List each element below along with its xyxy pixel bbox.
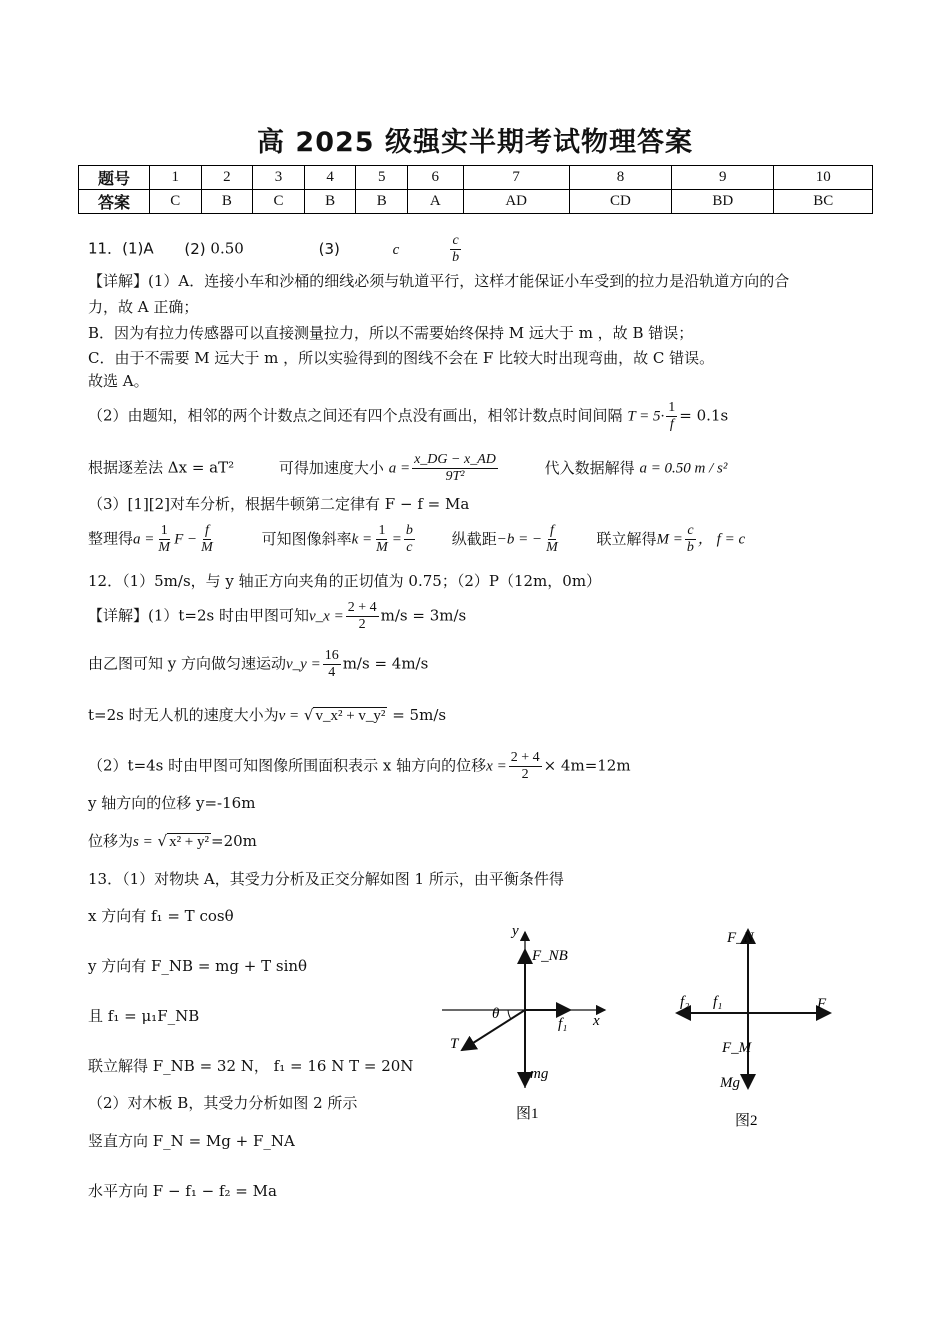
- answer-cell: C: [253, 190, 305, 214]
- fig2-fn-label: F_N: [727, 930, 754, 946]
- answer-cell: B: [356, 190, 408, 214]
- q11-detail-1b: 力，故 A 正确；: [88, 298, 199, 316]
- answer-cell: BC: [774, 190, 873, 214]
- q12-head: 12．（1）5m/s，与 y 轴正方向夹角的正切值为 0.75；（2）P（12m，0m）: [88, 572, 602, 590]
- q11-detail-b: B．因为有拉力传感器可以直接测量拉力，所以不需要始终保持 M 远大于 m ，故 B 错误；: [88, 324, 694, 342]
- fig2-fm-label: F_M: [722, 1040, 752, 1056]
- fig2-caption: 图2: [735, 1113, 758, 1129]
- answer-header: 答案: [79, 190, 150, 214]
- question-number-cell: 3: [253, 166, 305, 190]
- question-row: [79, 166, 873, 190]
- question-number-cell: 4: [304, 166, 356, 190]
- answer-cell: A: [408, 190, 463, 214]
- fig1-mg-label: mg: [530, 1066, 549, 1082]
- q12-d3: t=2s 时无人机的速度大小为v = √ v_x² + v_y² = 5m/s: [88, 706, 447, 724]
- figure-2: [665, 920, 850, 1135]
- answer-row: [79, 190, 873, 214]
- q11-frac-cb: $\frac{c}{b}$: [452, 233, 460, 266]
- q12-d6: 位移为s = √ x² + y² =20m: [88, 832, 257, 850]
- answer-cell: BD: [672, 190, 774, 214]
- q11-detail-1: 【详解】(1）A．连接小车和沙桶的细线必须与轨道平行，这样才能保证小车受到的拉力是沿轨道方向的合: [88, 272, 790, 290]
- q13-head: 13．（1）对物块 A，其受力分析及正交分解如图 1 所示，由平衡条件得: [88, 870, 564, 888]
- question-number-cell: 7: [463, 166, 569, 190]
- answer-cell: AD: [463, 190, 569, 214]
- answer-cell: CD: [569, 190, 671, 214]
- q12-d4: （2）t=4s 时由甲图可知图像所围面积表示 x 轴方向的位移x = $\frac{2 + 4}{2}$ × 4m=12m: [88, 750, 631, 783]
- answer-cell: C: [150, 190, 202, 214]
- question-number-cell: 2: [201, 166, 253, 190]
- q13-vertical: 竖直方向 F_N = Mg + F_NA: [88, 1132, 295, 1150]
- q11-choose: 故选 A。: [88, 372, 149, 390]
- q12-d2: 由乙图可知 y 方向做匀速运动v_y = $\frac{16}{4}$ m/s = 4m/s: [88, 648, 429, 681]
- theta-arc: [508, 1010, 511, 1019]
- q13-x-dir: x 方向有 f₁ = T cosθ: [88, 907, 234, 925]
- q12-d1: 【详解】(1）t=2s 时由甲图可知v_x = $\frac{2 + 4}{2}$ m/s = 3m/s: [88, 600, 467, 633]
- q11-head: 11．(1)A (2) 0.50 (3) c $\frac{c}{b}$: [88, 233, 460, 266]
- fig1-caption: 图1: [516, 1106, 539, 1122]
- fig1-x-label: x: [593, 1013, 600, 1029]
- fig1-t-label: T: [450, 1036, 459, 1052]
- question-number-cell: 1: [150, 166, 202, 190]
- question-number-cell: 9: [672, 166, 774, 190]
- answer-cell: B: [304, 190, 356, 214]
- fig2-f-label: F: [817, 996, 827, 1012]
- question-header: 题号: [79, 166, 150, 190]
- question-number-cell: 8: [569, 166, 671, 190]
- fig2-f2-label: f₂: [680, 994, 690, 1010]
- q12-d5: y 轴方向的位移 y=-16m: [88, 794, 256, 812]
- figure-1: [430, 920, 620, 1125]
- fig1-f1-label: f₁: [558, 1016, 568, 1032]
- fig1-y-label: y: [512, 923, 519, 939]
- page-title: 高 2025 级强实半期考试物理答案: [257, 127, 693, 158]
- fig1-fnb-label: F_NB: [532, 948, 568, 964]
- q13-solve: 联立解得 F_NB = 32 N， f₁ = 16 N T = 20N: [88, 1057, 414, 1075]
- answer-cell: B: [201, 190, 253, 214]
- fig1-theta-label: θ: [492, 1006, 500, 1022]
- fig2-f1-label: f₁: [713, 994, 723, 1010]
- q11-part3: （3）[1][2]对车分析，根据牛顿第二定律有 F − f = Ma: [88, 495, 470, 513]
- q13-y-dir: y 方向有 F_NB = mg + T sinθ: [88, 957, 308, 975]
- fig2-mg-label: Mg: [720, 1075, 740, 1091]
- q13-part2: （2）对木板 B，其受力分析如图 2 所示: [88, 1094, 358, 1112]
- q13-and: 且 f₁ = μ₁F_NB: [88, 1007, 200, 1025]
- q11-arrange: 整理得a = $\frac{1}{M}$ F − $\frac{f}{M}$ 可知图像斜率k = $\frac{1}{M}$ = $\frac{b}{c}$ 纵截距−b = − $\frac{f}{M}$ 联立解得M = $\frac{c}{b}$ ， f = c: [88, 523, 746, 556]
- q11-part2: （2）由题知，相邻的两个计数点之间还有四个点没有画出，相邻计数点时间间隔 T = 5· $\frac{1}{f}$ = 0.1s: [88, 400, 729, 433]
- answer-table: [78, 165, 873, 214]
- q11-diff: 根据逐差法 Δx = aT² 可得加速度大小 a = $\frac{x\_DG - x\_AD}{\text{9T²}}$ 代入数据解得 a = 0.50 m / s²: [88, 452, 728, 485]
- question-number-cell: 10: [774, 166, 873, 190]
- question-number-cell: 5: [356, 166, 408, 190]
- question-number-cell: 6: [408, 166, 463, 190]
- q11-detail-c: C．由于不需要 M 远大于 m ，所以实验得到的图线不会在 F 比较大时出现弯曲，故 C 错误。: [88, 349, 715, 367]
- q13-horizontal: 水平方向 F − f₁ − f₂ = Ma: [88, 1182, 277, 1200]
